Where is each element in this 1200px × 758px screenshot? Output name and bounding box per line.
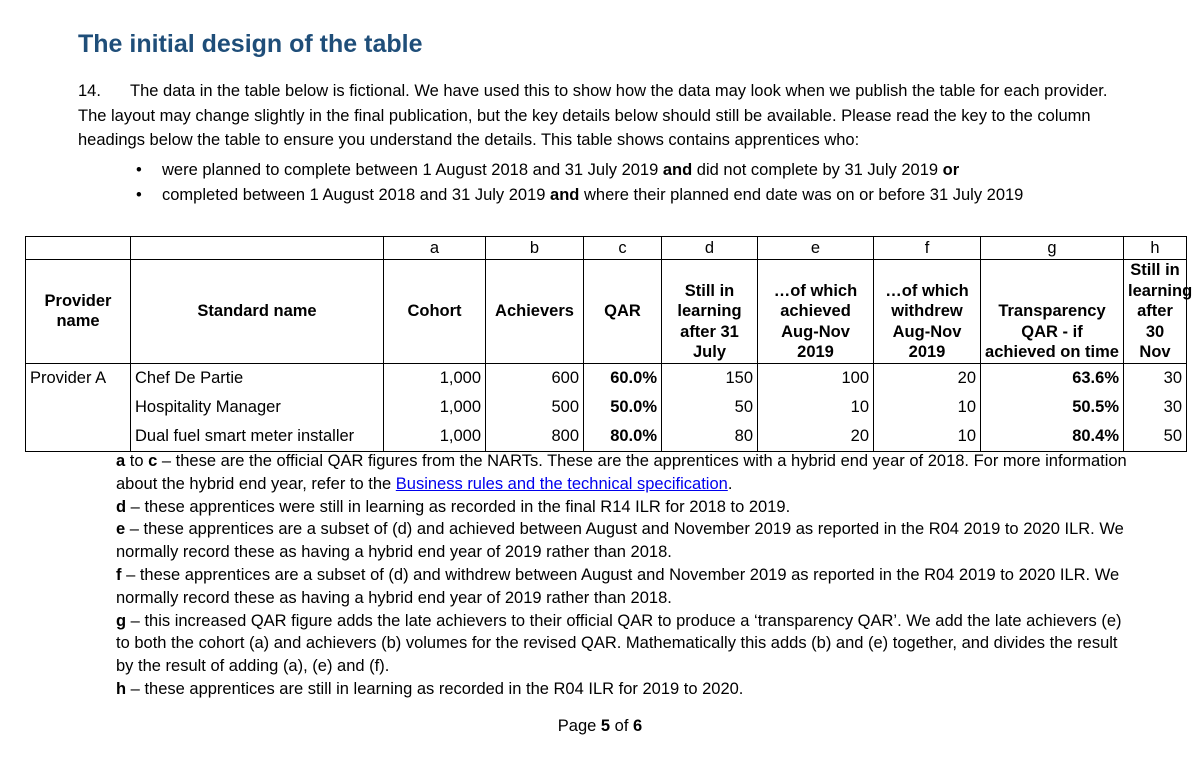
criteria-list — [78, 158, 1128, 207]
column-letter: f — [874, 237, 981, 260]
header-qar: QAR — [584, 260, 662, 364]
page-footer: Page 5 of 6 — [557, 717, 643, 735]
criteria-item: • were planned to complete between 1 August 2018 and 31 July 2019 and did not complete by 31 July 2019 or — [78, 158, 1128, 183]
cohort-cell: 1,000 — [384, 363, 486, 393]
column-letter: d — [662, 237, 758, 260]
qar-cell: 60.0% — [584, 363, 662, 393]
bullet-icon: • — [136, 185, 142, 204]
still-learning-july-cell: 50 — [662, 393, 758, 422]
key-item-a-c: a to c – these are the official QAR figures from the NARTs. These are the apprentices with a hybrid end year of 2018. For more information about the hybrid end year, refer to the Business rules and the technical specification. — [116, 452, 1127, 493]
paragraph-number: 14. — [78, 82, 101, 100]
withdrew-aug-nov-cell: 20 — [874, 363, 981, 393]
standard-cell: Chef De Partie — [131, 363, 384, 393]
business-rules-link[interactable]: Business rules and the technical specification — [395, 474, 728, 493]
qar-table — [25, 236, 1193, 452]
qar-cell: 80.0% — [584, 422, 662, 452]
table-row — [26, 393, 1187, 422]
header-achievers: Achievers — [486, 260, 584, 364]
key-item-d: d – these apprentices were still in learning as recorded in the final R14 ILR for 2018 to 2019. — [116, 497, 791, 516]
key-item-g: g – this increased QAR figure adds the late achievers to their official QAR to produce a ‘transparency QAR’. We add the late achievers (e) to both the cohort (a) and achievers (b) volumes for the revised QAR. Mathematically this adds (b) and (e) together, and divides the result by the result of adding (a), (e) and (f). — [116, 611, 1122, 676]
provider-cell: Provider A — [26, 363, 131, 393]
qar-cell: 50.0% — [584, 393, 662, 422]
standard-cell: Hospitality Manager — [131, 393, 384, 422]
table-row — [26, 422, 1187, 452]
header-still-in-learning-nov: Still in learning after 30 Nov — [1124, 260, 1187, 364]
provider-cell — [26, 422, 131, 452]
column-letter: c — [584, 237, 662, 260]
header-standard-name: Standard name — [131, 260, 384, 364]
achievers-cell: 500 — [486, 393, 584, 422]
key-item-f: f – these apprentices are a subset of (d) and withdrew between August and November 2019 as reported in the R04 2019 to 2020 ILR. We normally record these as having a hybrid end year of 2019 rather than 2018. — [116, 565, 1120, 607]
column-letter: a — [384, 237, 486, 260]
header-still-in-learning-july: Still in learning after 31 July — [662, 260, 758, 364]
column-letter-row — [26, 237, 1187, 260]
standard-cell: Dual fuel smart meter installer — [131, 422, 384, 452]
header-withdrew-aug-nov: …of which withdrew Aug-Nov 2019 — [874, 260, 981, 364]
column-letter: e — [758, 237, 874, 260]
still-learning-nov-cell: 30 — [1124, 363, 1187, 393]
cohort-cell: 1,000 — [384, 422, 486, 452]
paragraph-text: The data in the table below is fictional. We have used this to show how the data may look when we publish the table for each provider. The layout may change slightly in the final publication, but the key details below should still be available. Please read the key to the column headings below the table to ensure you understand the details. This table shows contains apprentices who: — [78, 82, 1108, 149]
criteria-item: • completed between 1 August 2018 and 31 July 2019 and where their planned end date was on or before 31 July 2019 — [78, 183, 1128, 208]
table-row — [26, 363, 1187, 393]
withdrew-aug-nov-cell: 10 — [874, 422, 981, 452]
key-item-h: h – these apprentices are still in learning as recorded in the R04 ILR for 2019 to 2020. — [116, 679, 744, 698]
still-learning-nov-cell: 30 — [1124, 393, 1187, 422]
transparency-qar-cell: 50.5% — [981, 393, 1124, 422]
cohort-cell: 1,000 — [384, 393, 486, 422]
transparency-qar-cell: 63.6% — [981, 363, 1124, 393]
column-key — [116, 450, 1136, 701]
achievers-cell: 600 — [486, 363, 584, 393]
column-letter: h — [1124, 237, 1187, 260]
header-transparency-qar: Transparency QAR - if achieved on time — [981, 260, 1124, 364]
achieved-aug-nov-cell: 100 — [758, 363, 874, 393]
header-achieved-aug-nov: …of which achieved Aug-Nov 2019 — [758, 260, 874, 364]
withdrew-aug-nov-cell: 10 — [874, 393, 981, 422]
total-page-number: 6 — [633, 717, 643, 735]
header-provider-name: Provider name — [26, 260, 131, 364]
still-learning-nov-cell: 50 — [1124, 422, 1187, 452]
intro-paragraph — [78, 79, 1128, 153]
bullet-icon: • — [136, 161, 142, 179]
still-learning-july-cell: 80 — [662, 422, 758, 452]
provider-cell — [26, 393, 131, 422]
achieved-aug-nov-cell: 10 — [758, 393, 874, 422]
current-page-number: 5 — [600, 717, 611, 735]
column-letter: b — [486, 237, 584, 260]
achievers-cell: 800 — [486, 422, 584, 452]
transparency-qar-cell: 80.4% — [981, 422, 1124, 452]
achieved-aug-nov-cell: 20 — [758, 422, 874, 452]
page-heading: The initial design of the table — [78, 30, 423, 58]
column-header-row — [26, 260, 1187, 364]
header-cohort: Cohort — [384, 260, 486, 364]
key-item-e: e – these apprentices are a subset of (d) and achieved between August and November 2019 as reported in the R04 2019 to 2020 ILR. We normally record these as having a hybrid end year of 2019 rather than 2018. — [116, 520, 1124, 562]
column-letter: g — [981, 237, 1124, 260]
still-learning-july-cell: 150 — [662, 363, 758, 393]
